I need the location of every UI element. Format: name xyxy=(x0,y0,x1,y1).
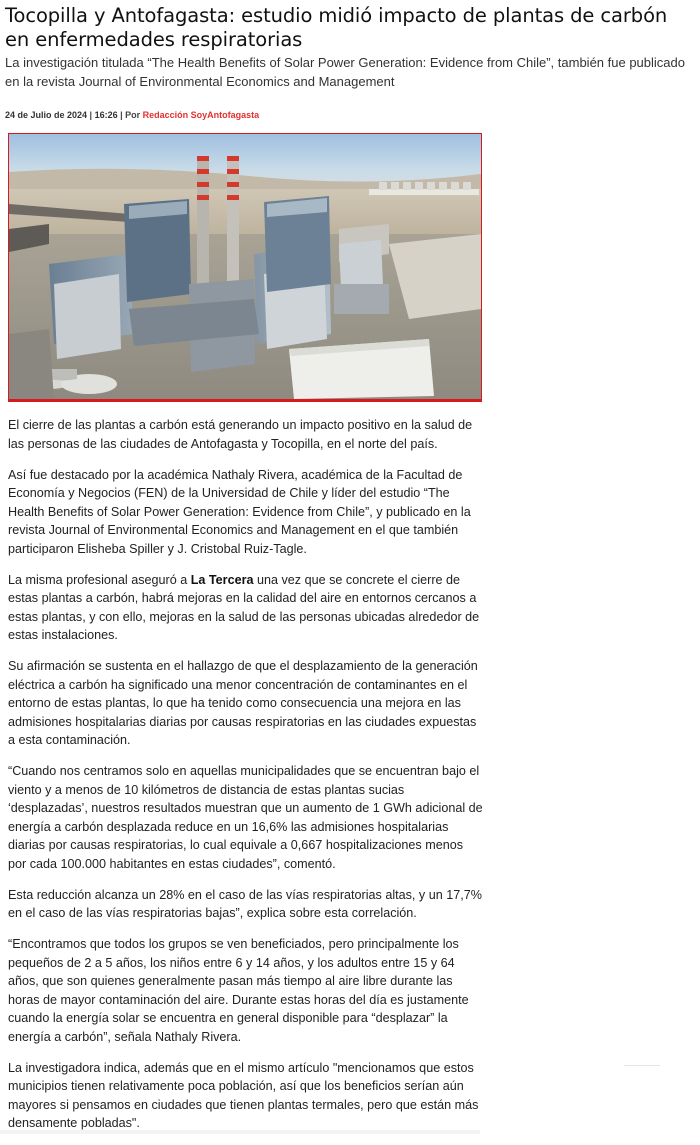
article-paragraph xyxy=(8,571,484,645)
article-hero-image xyxy=(8,133,482,402)
article-paragraph: “Encontramos que todos los grupos se ven beneficiados, pero principalmente los pequeños de 2 a 5 años, los niños entre 6 y 14 años, y los adultos entre 15 y 64 años, que son quienes generalmente pasan más tiempo al aire libre durante las horas de mayor contaminación del aire. Durante estas horas del día es justamente cuando la energía solar se encuentra en general disponible para “desplazar” la energía a carbón”, señala Nathaly Rivera. xyxy=(8,937,469,1044)
paragraph-text: una vez que se concrete el cierre de estas plantas a carbón, habrá mejoras en la calidad del aire en entornos cercanos a estas plantas, y con ello, mejoras en la salud de las personas ubicadas alrededor de estas instalaciones. xyxy=(8,572,480,642)
paragraph-text: La misma profesional aseguró a xyxy=(8,572,191,587)
newspaper-name: La Tercera xyxy=(190,572,254,587)
divider xyxy=(624,1065,660,1066)
publish-time: 16:26 xyxy=(94,110,118,120)
article-paragraph: Su afirmación se sustenta en el hallazgo de que el desplazamiento de la generación eléctrica a carbón ha significado una menor concentración de contaminantes en el entorno de estas plantas, lo que ha tenido como consecuencia una mejora en las admisiones hospitalarias diarias por causas respiratorias en las ciudades expuestas a esta contaminación. xyxy=(8,659,478,747)
byline-by: | Por xyxy=(117,110,143,120)
article-body xyxy=(8,416,484,1145)
article-headline: Tocopilla y Antofagasta: estudio midió impacto de plantas de carbón en enfermedades respiratorias xyxy=(5,4,668,51)
article-paragraph: Esta reducción alcanza un 28% en el caso de las vías respiratorias altas, y un 17,7% en el caso de las vías respiratorias bajas”, explica sobre esta correlación. xyxy=(8,887,482,920)
byline-separator: | xyxy=(87,110,95,120)
article-paragraph: “Cuando nos centramos solo en aquellas municipalidades que se encuentran bajo el viento y a menos de 10 kilómetros de distancia de estas plantas sucias ‘desplazadas’, nuestros resultados muestran que un aumento de 1 GWh adicional de energía a carbón desplazada reduce en un 16,6% las admisiones hospitalarias diarias por causas respiratorias, lo cual equivale a 0,667 hospitalizaciones menos por cada 100.000 habitantes en estas ciudades”, comentó. xyxy=(8,764,483,871)
author-link[interactable]: Redacción SoyAntofagasta xyxy=(142,110,260,120)
divider xyxy=(0,1130,480,1134)
article-paragraph: Así fue destacado por la académica Nathaly Rivera, académica de la Facultad de Economía y Negocios (FEN) de la Universidad de Chile y líder del estudio “The Health Benefits of Solar Power Generation: Evidence from Chile”, y publicado en la revista Journal of Environmental Economics and Management en el que también participaron Elisheba Spiller y J. Cristobal Ruiz-Tagle. xyxy=(8,467,471,556)
coal-power-plant-photo xyxy=(9,134,481,399)
article-byline xyxy=(5,110,259,120)
publish-date: 24 de Julio de 2024 xyxy=(5,110,88,120)
article-lead: La investigación titulada “The Health Benefits of Solar Power Generation: Evidence from Chile”, también fue publicado en la revista Journal of Environmental Economics and Management xyxy=(5,55,685,89)
article-paragraph: El cierre de las plantas a carbón está generando un impacto positivo en la salud de las personas de las ciudades de Antofagasta y Tocopilla, en el norte del país. xyxy=(8,418,473,451)
article-paragraph: La investigadora indica, además que en el mismo artículo "mencionamos que estos municipios tienen relativamente poca población, así que los beneficios serían aún mayores si pensamos en ciudades que tienen plantas termales, pero que están más densamente pobladas". xyxy=(8,1060,479,1130)
